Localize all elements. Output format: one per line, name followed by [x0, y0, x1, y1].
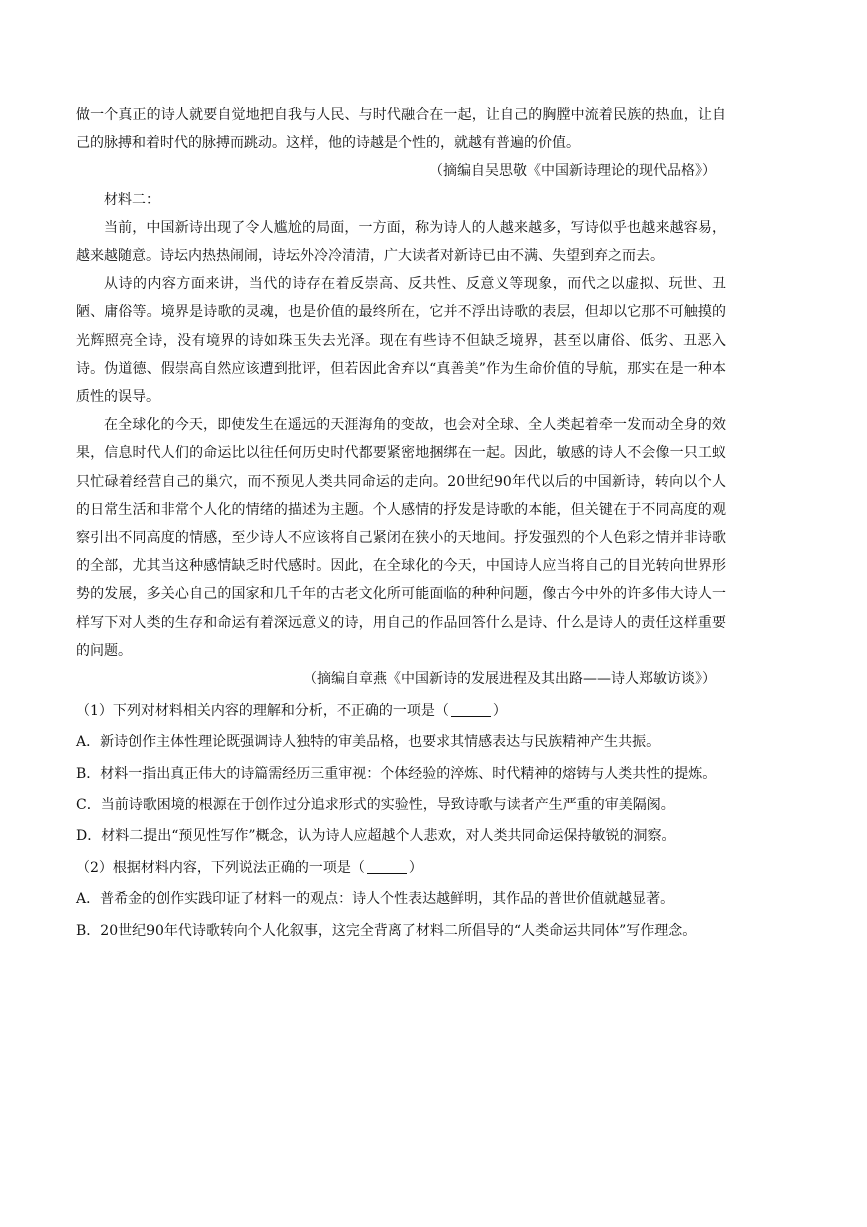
question1-option-c: C．当前诗歌困境的根源在于创作过分追求形式的实验性，导致诗歌与读者产生严重的审美隔阂。	[76, 796, 675, 813]
material2-paragraph-1: 当前，中国新诗出现了令人尴尬的局面，一方面，称为诗人的人越来越多，写诗似乎也越来越容易，越来越随意。诗坛内热热闹闹，诗坛外冷冷清清，广大读者对新诗已由不满、失望到弃之而去。	[76, 219, 726, 265]
question1-option-b: B．材料一指出真正伟大的诗篇需经历三重审视：个体经验的淬炼、时代精神的熔铸与人类共性的提炼。	[76, 765, 717, 782]
question2-stem	[76, 854, 726, 882]
question2-answer-blank[interactable]	[367, 859, 407, 874]
question1-stem-before: （1）下列对材料相关内容的理解和分析，不正确的一项是（	[76, 703, 449, 720]
document-page	[76, 101, 726, 945]
question2-stem-before: （2）根据材料内容，下列说法正确的一项是（	[76, 860, 365, 877]
material1-tail-paragraph: 做一个真正的诗人就要自觉地把自我与人民、与时代融合在一起，让自己的胸膛中流着民族的热血，让自己的脉搏和着时代的脉搏而跳动。这样，他的诗越是个性的，就越有普遍的价值。	[76, 107, 726, 152]
question1-option-a: A．新诗创作主体性理论既强调诗人独特的审美品格，也要求其情感表达与民族精神产生共振。	[76, 734, 661, 751]
question1-stem	[76, 697, 726, 725]
question1-stem-after: ）	[492, 703, 507, 720]
question1-option-d: D．材料二提出“预见性写作”概念，认为诗人应超越个人悲欢，对人类共同命运保持敏锐的洞察。	[76, 828, 676, 845]
material1-source: （摘编自吴思敬《中国新诗理论的现代品格》）	[429, 163, 716, 180]
material2-paragraph-2: 从诗的内容方面来讲，当代的诗存在着反崇高、反共性、反意义等现象，而代之以虚拟、玩世、丑陋、庸俗等。境界是诗歌的灵魂，也是价值的最终所在，它并不浮出诗歌的表层，但却以它那不可触摸的光辉照亮全诗，没有境界的诗如珠玉失去光泽。现在有些诗不但缺乏境界，甚至以庸俗、低劣、丑恶入诗。伪道德、假崇高自然应该遭到批评，但若因此舍弃以“真善美”作为生命价值的导航，那实在是一种本质性的误导。	[76, 276, 726, 406]
material2-source: （摘编自章燕《中国新诗的发展进程及其出路——诗人郑敏访谈》）	[303, 671, 716, 688]
question1-answer-blank[interactable]	[451, 702, 491, 717]
question2-stem-after: ）	[408, 860, 423, 877]
question2-option-b: B．20世纪90年代诗歌转向个人化叙事，这完全背离了材料二所倡导的“人类命运共同体”写作理念。	[76, 922, 697, 939]
material2-heading: 材料二：	[104, 191, 160, 208]
material2-paragraph-3: 在全球化的今天，即使发生在遥远的天涯海角的变故，也会对全球、全人类起着牵一发而动全身的效果，信息时代人们的命运比以往任何历史时代都要紧密地捆绑在一起。因此，敏感的诗人不会像一只工蚁只忙碌着经营自己的巢穴，而不预见人类共同命运的走向。20世纪90年代以后的中国新诗，转向以个人的日常生活和非常个人化的情绪的描述为主题。个人感情的抒发是诗歌的本能，但关键在于不同高度的观察引出不同高度的情感，至少诗人不应该将自己紧闭在狭小的天地间。抒发强烈的个人色彩之情并非诗歌的全部，尤其当这种感情缺乏时代感时。因此，在全球化的今天，中国诗人应当将自己的目光转向世界形势的发展，多关心自己的国家和几千年的古老文化所可能面临的种种问题，像古今中外的许多伟大诗人一样写下对人类的生存和命运有着深远意义的诗，用自己的作品回答什么是诗、什么是诗人的责任这样重要的问题。	[76, 417, 726, 659]
question2-option-a: A．普希金的创作实践印证了材料一的观点：诗人个性表达越鲜明，其作品的普世价值就越显著。	[76, 891, 675, 908]
